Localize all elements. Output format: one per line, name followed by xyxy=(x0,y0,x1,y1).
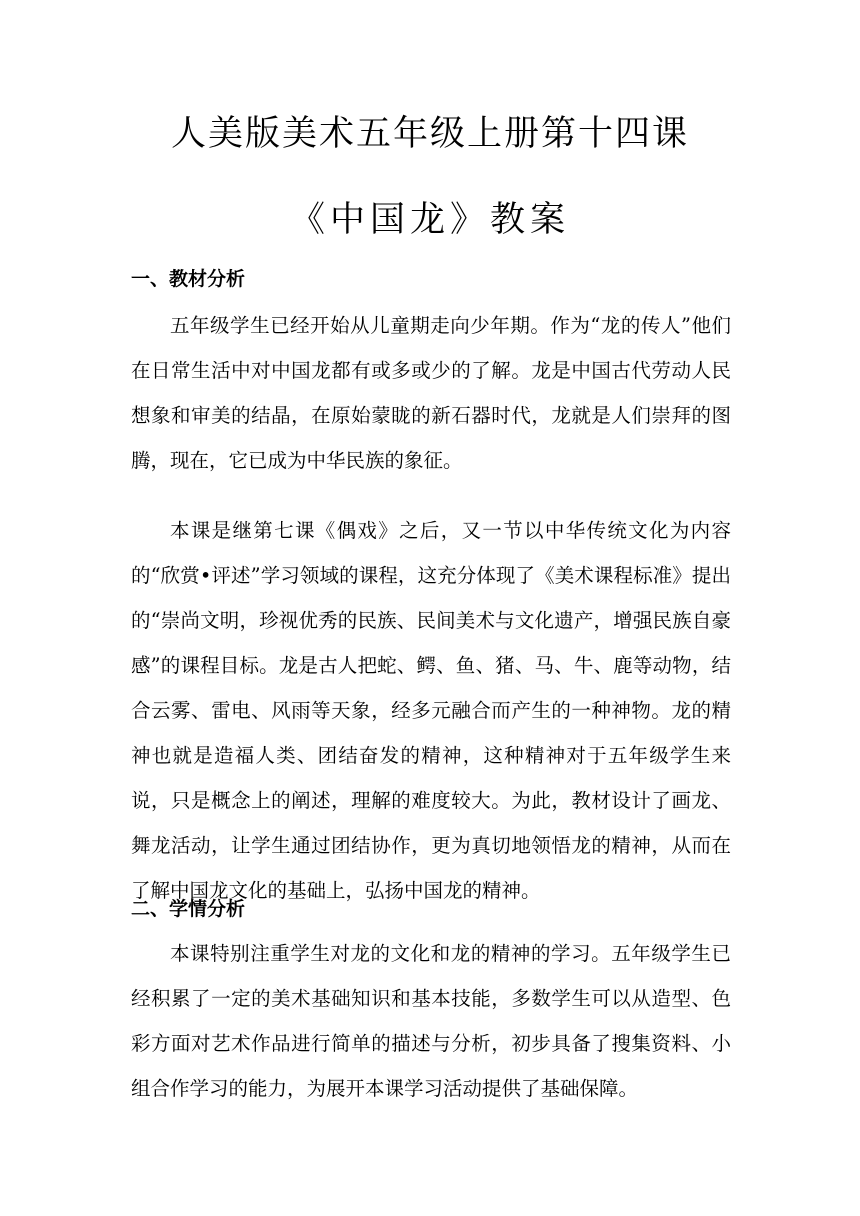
document-subtitle: 《中国龙》教案 xyxy=(289,200,570,240)
document-title: 人美版美术五年级上册第十四课 xyxy=(170,114,689,154)
paragraph: 五年级学生已经开始从儿童期走向少年期。作为“龙的传人”他们在日常生活中对中国龙都有或多或少的了解。龙是中国古代劳动人民想象和审美的结晶，在原始蒙眬的新石器时代，龙就是人们崇拜的图腾，现在，它已成为中华民族的象征。 xyxy=(131,314,731,472)
section-heading-textbook-analysis: 一、教材分析 xyxy=(131,268,246,290)
paragraph: 本课是继第七课《偶戏》之后，又一节以中华传统文化为内容的“欣赏•评述”学习领域的课程，这充分体现了《美术课程标准》提出的“崇尚文明，珍视优秀的民族、民间美术与文化遗产，增强民族自豪感”的课程目标。龙是古人把蛇、鳄、鱼、猪、马、牛、鹿等动物，结合云雾、雷电、风雨等天象，经多元融合而产生的一种神物。龙的精神也就是造福人类、团结奋发的精神，这种精神对于五年级学生来说，只是概念上的阐述，理解的难度较大。为此，教材设计了画龙、舞龙活动，让学生通过团结协作，更为真切地领悟龙的精神，从而在了解中国龙文化的基础上，弘扬中国龙的精神。 xyxy=(131,519,731,902)
section-heading-student-analysis: 二、学情分析 xyxy=(131,898,246,920)
paragraph: 本课特别注重学生对龙的文化和龙的精神的学习。五年级学生已经积累了一定的美术基础知识和基本技能，多数学生可以从造型、色彩方面对艺术作品进行简单的描述与分析，初步具备了搜集资料、小组合作学习的能力，为展开本课学习活动提供了基础保障。 xyxy=(131,942,731,1100)
